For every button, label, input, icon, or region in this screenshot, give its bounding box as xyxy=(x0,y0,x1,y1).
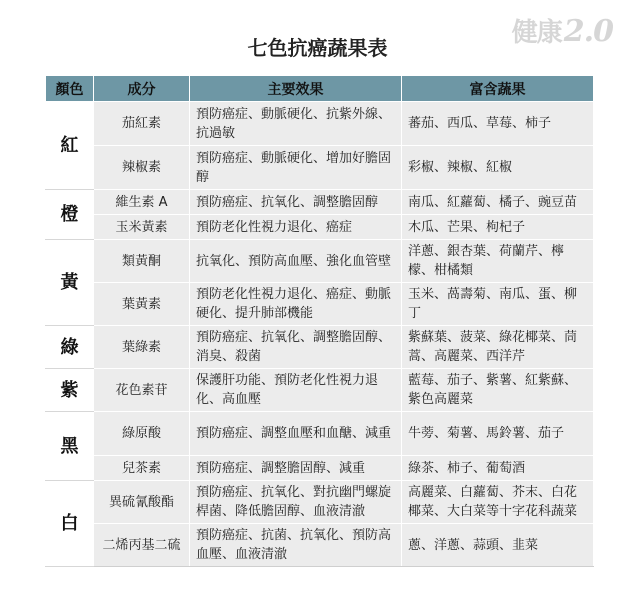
effects-cell: 預防老化性視力退化、癌症、動脈硬化、提升肺部機能 xyxy=(190,283,402,326)
table-row xyxy=(46,190,594,215)
component-cell: 玉米黃素 xyxy=(94,215,190,240)
foods-cell: 高麗菜、白蘿蔔、芥末、白花椰菜、大白菜等十字花科蔬菜 xyxy=(402,481,594,524)
effects-cell: 預防癌症、抗菌、抗氧化、預防高血壓、血液清澈 xyxy=(190,524,402,567)
table-body xyxy=(46,102,594,567)
color-cell: 白 xyxy=(46,481,94,567)
table-row xyxy=(46,456,594,481)
table-row xyxy=(46,369,594,412)
effects-cell: 預防癌症、抗氧化、調整膽固醇、消臭、殺菌 xyxy=(190,326,402,369)
foods-cell: 南瓜、紅蘿蔔、橘子、豌豆苗 xyxy=(402,190,594,215)
color-cell: 橙 xyxy=(46,190,94,240)
foods-cell: 牛蒡、菊薯、馬鈴薯、茄子 xyxy=(402,412,594,456)
component-cell: 兒茶素 xyxy=(94,456,190,481)
foods-cell: 蔥、洋蔥、蒜頭、韭菜 xyxy=(402,524,594,567)
effects-cell: 預防癌症、調整血壓和血醣、減重 xyxy=(190,412,402,456)
table-row xyxy=(46,215,594,240)
effects-cell: 預防癌症、抗氧化、對抗幽門螺旋桿菌、降低膽固醇、血液清澈 xyxy=(190,481,402,524)
header-effects: 主要效果 xyxy=(190,76,402,102)
table-row xyxy=(46,524,594,567)
component-cell: 花色素苷 xyxy=(94,369,190,412)
effects-cell: 保護肝功能、預防老化性視力退化、高血壓 xyxy=(190,369,402,412)
effects-cell: 預防癌症、調整膽固醇、減重 xyxy=(190,456,402,481)
effects-cell: 預防癌症、抗氧化、調整膽固醇 xyxy=(190,190,402,215)
foods-cell: 綠茶、柿子、葡萄酒 xyxy=(402,456,594,481)
effects-cell: 抗氧化、預防高血壓、強化血管壁 xyxy=(190,240,402,283)
effects-cell: 預防癌症、動脈硬化、抗紫外線、抗過敏 xyxy=(190,102,402,146)
table-row xyxy=(46,412,594,456)
foods-cell: 蕃茄、西瓜、草莓、柿子 xyxy=(402,102,594,146)
foods-cell: 洋蔥、銀杏葉、荷蘭芹、檸檬、柑橘類 xyxy=(402,240,594,283)
component-cell: 維生素 A xyxy=(94,190,190,215)
table-row xyxy=(46,481,594,524)
component-cell: 二烯丙基二硫 xyxy=(94,524,190,567)
table-row xyxy=(46,326,594,369)
effects-cell: 預防老化性視力退化、癌症 xyxy=(190,215,402,240)
component-cell: 異硫氰酸酯 xyxy=(94,481,190,524)
logo-version: 2.0 xyxy=(563,14,613,49)
component-cell: 葉綠素 xyxy=(94,326,190,369)
color-cell: 紫 xyxy=(46,369,94,412)
header-color: 顏色 xyxy=(46,76,94,102)
color-cell: 綠 xyxy=(46,326,94,369)
component-cell: 類黃酮 xyxy=(94,240,190,283)
table-header-row xyxy=(46,76,594,102)
component-cell: 葉黃素 xyxy=(94,283,190,326)
page-title: 七色抗癌蔬果表 xyxy=(247,36,388,60)
anticancer-table xyxy=(45,75,594,567)
component-cell: 辣椒素 xyxy=(94,146,190,190)
foods-cell: 木瓜、芒果、枸杞子 xyxy=(402,215,594,240)
header-foods: 富含蔬果 xyxy=(402,76,594,102)
header-component: 成分 xyxy=(94,76,190,102)
color-cell: 黃 xyxy=(46,240,94,326)
color-cell: 紅 xyxy=(46,102,94,190)
logo-brand: 健康 xyxy=(511,18,562,48)
component-cell: 綠原酸 xyxy=(94,412,190,456)
effects-cell: 預防癌症、動脈硬化、增加好膽固醇 xyxy=(190,146,402,190)
component-cell: 茄紅素 xyxy=(94,102,190,146)
table-row xyxy=(46,102,594,146)
table-row xyxy=(46,283,594,326)
foods-cell: 玉米、萵壽菊、南瓜、蛋、柳丁 xyxy=(402,283,594,326)
table-row xyxy=(46,146,594,190)
foods-cell: 紫蘇葉、菠菜、綠花椰菜、茼蒿、高麗菜、西洋芹 xyxy=(402,326,594,369)
color-cell: 黑 xyxy=(46,412,94,481)
foods-cell: 藍莓、茄子、紫薯、紅紫蘇、紫色高麗菜 xyxy=(402,369,594,412)
foods-cell: 彩椒、辣椒、紅椒 xyxy=(402,146,594,190)
table-row xyxy=(46,240,594,283)
